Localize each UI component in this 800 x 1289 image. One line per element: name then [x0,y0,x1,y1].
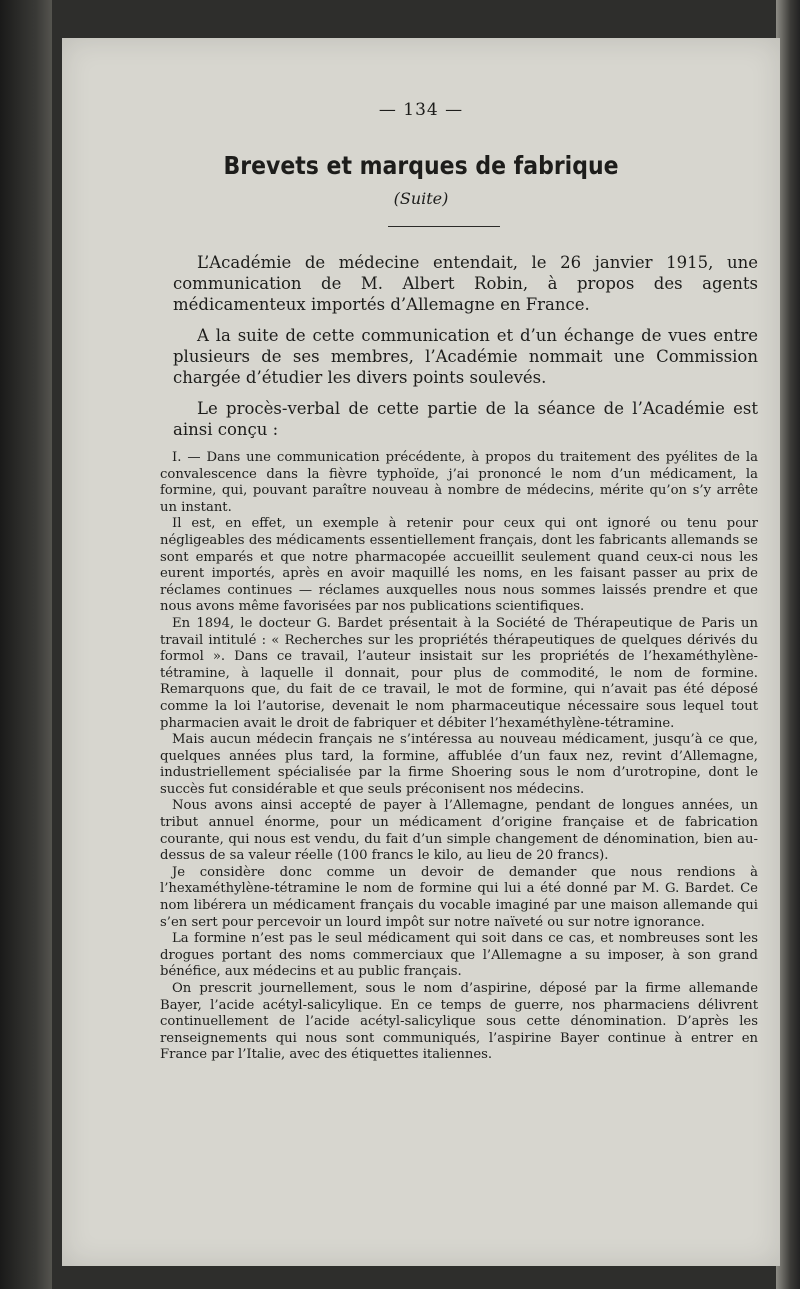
minutes-section [160,450,758,1064]
page-number: — 134 — [378,100,464,120]
document-page [62,38,780,1266]
body-paragraph: En 1894, le docteur G. Bardet présentait à la Société de Thérapeutique de Paris un travail intitulé : « Recherches sur les propriétés thérapeutiques de quelques dérivés du formol ». Dans ce travail, l’auteur insistait sur les propriétés de l’hexaméthylène-tétramine, à laquelle il donnait, pour plus de commodité, le nom de formine. Remarquons que, du fait de ce travail, le mot de formine, qui n’avait pas été déposé comme la loi l’autorise, devenait le nom pharmaceutique nécessaire sous lequel tout pharmacien avait le droit de fabriquer et débiter l’hexaméthylène-tétramine. [160,615,758,731]
body-paragraph: Il est, en effet, un exemple à retenir pour ceux qui ont ignoré ou tenu pour négligeables des médicaments essentiellement français, dont les fabricants allemands se sont emparés et que notre pharmacopée accueillit seulement quand ceux-ci nous les eurent importés, après en avoir maquillé les noms, en les faisant passer au prix de réclames continues — réclames auxquelles nous nous sommes laissés prendre et que nous avons même favorisées par nos publications scientifiques. [160,516,758,615]
body-paragraph: La formine n’est pas le seul médicament qui soit dans ce cas, et nombreuses sont les drogues portant des noms commerciaux que l’Allemagne a su imposer, à son grand bénéfice, aux médecins et au public français. [160,931,758,980]
body-paragraph: Je considère donc comme un devoir de demander que nous rendions à l’hexaméthylène-tétramine le nom de formine qui lui a été donné par M. G. Bardet. Ce nom libérera un médicament français du vocable imaginé par une maison allemande qui s’en sert pour percevoir un lourd impôt sur notre naïveté ou sur notre ignorance. [160,864,758,930]
body-paragraph: Mais aucun médecin français ne s’intéressa au nouveau médicament, jusqu’à ce que, quelques années plus tard, la formine, affublée d’un faux nez, revint d’Allemagne, industriellement spécialisée par la firme Shoering sous le nom d’urotropine, dont le succès fut considérable et que seuls préconisent nos médecins. [160,732,758,797]
body-paragraph: Nous avons ainsi accepté de payer à l’Allemagne, pendant de longues années, un tribut annuel énorme, pour un médicament d’origine française et de fabrication courante, qui nous est vendu, du fait d’un simple changement de dénomination, bien au-dessus de sa valeur réelle (100 francs le kilo, au lieu de 20 francs). [160,798,758,864]
body-paragraph: I. — Dans une communication précédente, à propos du traitement des pyélites de la convalescence dans la fièvre typhoïde, j’ai prononcé le nom d’un médicament, la formine, qui, pouvant paraître nouveau à nombre de médecins, mérite qu’on s’y arrête un instant. [160,450,758,515]
body-paragraph: On prescrit journellement, sous le nom d’aspirine, déposé par la firme allemande Bayer, l’acide acétyl-salicylique. En ce temps de guerre, nos pharmaciens délivrent continuellement de l’acide acétyl-salicylique sous cette dénomination. D’après les renseignements qui nous sont communiqués, l’aspirine Bayer continue à entrer en France par l’Italie, avec des étiquettes italiennes. [160,981,758,1063]
page-subtitle: (Suite) [393,189,449,208]
intro-section [173,252,758,450]
intro-paragraph: A la suite de cette communication et d’un échange de vues entre plusieurs de ses membres, l’Académie nommait une Commission chargée d’étudier les divers points soulevés. [173,326,758,387]
scan-left-edge [0,0,52,1289]
page-title: Brevets et marques de fabrique [223,152,619,181]
title-divider [388,226,500,227]
intro-paragraph: L’Académie de médecine entendait, le 26 janvier 1915, une communication de M. Albert Robin, à propos des agents médicamenteux importés d’Allemagne en France. [173,253,758,314]
intro-paragraph: Le procès-verbal de cette partie de la séance de l’Académie est ainsi conçu : [173,399,758,439]
